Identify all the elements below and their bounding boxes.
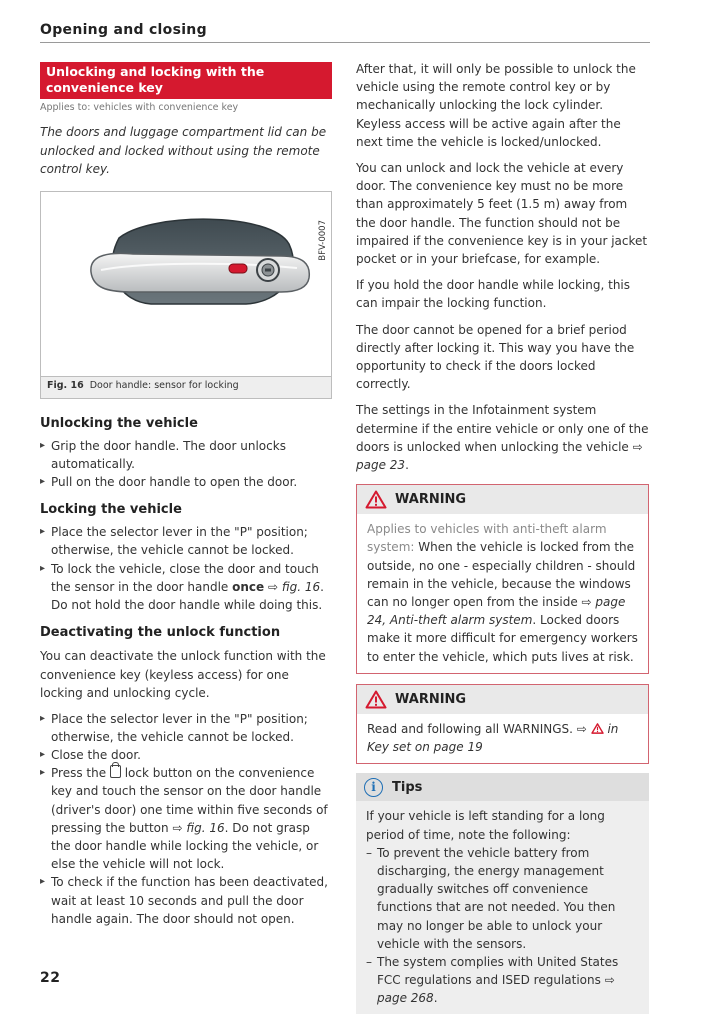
heading-locking: Locking the vehicle [40, 502, 182, 518]
figure-door-handle [40, 191, 332, 377]
deactivate-step-3-text-end: . Do not grasp the door handle while locking the vehicle, or else the vehicle will not lock. [51, 820, 319, 872]
heading-unlocking: Unlocking the vehicle [40, 415, 198, 431]
warning-label-2: WARNING [395, 691, 467, 707]
intro-text: The doors and luggage compartment lid can be unlocked and locked without using the remote control key. [40, 125, 327, 176]
title-rule [40, 42, 650, 43]
warning-text-1-end: . Locked doors make it more difficult for emergency workers to enter the vehicle, which puts lives at risk. [367, 613, 638, 664]
warning-body-2 [357, 714, 648, 763]
section-banner: Unlocking and locking with the convenience key [40, 62, 332, 99]
warning-text-1: When the vehicle is locked from the outside, no one - especially children - should remain in the vehicle, because the windows can no longer open from the inside [367, 540, 636, 610]
warning-header-2 [357, 685, 648, 714]
lock-step-2-bold: once [232, 579, 265, 594]
paragraph-4: The door cannot be opened for a brief period directly after locking it. This way you have the opportunity to check if the doors locked correctly. [356, 322, 635, 392]
warning-triangle-small-icon [591, 723, 604, 734]
lock-step-2-text: To lock the vehicle, close the door and touch the sensor in the door handle [51, 561, 319, 594]
warning-applies: Applies to vehicles with anti-theft alarm system: [367, 522, 607, 555]
lock-step-1: ▸ Place the selector lever in the "P" position; otherwise, the vehicle cannot be locked. [40, 523, 332, 559]
warning-triangle-icon [365, 490, 387, 509]
deactivate-intro: You can deactivate the unlock function with the convenience key (keyless access) for one locking and unlocking cycle. [40, 649, 326, 701]
tips-intro: If your vehicle is left standing for a long period of time, note the following: [366, 809, 605, 842]
tips-box [356, 773, 649, 1013]
tips-item-1: – To prevent the vehicle battery from discharging, the energy management gradually switches off convenience functions that are not needed. You then may no longer be able to unlock your vehicle with the sensors. [366, 844, 639, 953]
page-268-link[interactable]: ⇨ page 268 [377, 973, 615, 1006]
left-column [40, 62, 332, 928]
caption-label: Fig. 16 [47, 379, 84, 391]
paragraph-1: After that, it will only be possible to unlock the vehicle using the remote control key or by mechanically unlocking the lock cylinder. Keyless access will be active again after the next time the vehicle is locked/unlocked. [356, 62, 636, 149]
paragraph-5-end: . [405, 458, 409, 473]
figure-caption [40, 377, 332, 399]
warning-box-2 [356, 684, 649, 764]
warning-header-1 [357, 485, 648, 514]
deactivate-step-3-text: Press the [51, 766, 110, 781]
applies-to: Applies to: vehicles with convenience key [40, 102, 239, 113]
page-19-link[interactable]: in Key set on page 19 [367, 721, 619, 755]
lock-button-icon [110, 765, 121, 778]
page-23-link[interactable]: ⇨ page 23 [356, 439, 643, 473]
tips-label: Tips [392, 779, 423, 795]
warning-text-2: Read and following all WARNINGS. ⇨ [367, 721, 591, 736]
unlock-step-1: ▸ Grip the door handle. The door unlocks automatically. [40, 437, 332, 473]
right-column [356, 60, 649, 1014]
tips-header [356, 773, 649, 801]
caption-text: Door handle: sensor for locking [89, 379, 239, 391]
warning-triangle-icon [365, 690, 387, 709]
warning-label-1: WARNING [395, 492, 467, 508]
fig-16-link-2[interactable]: ⇨ fig. 16 [172, 820, 225, 835]
paragraph-5 [356, 401, 649, 474]
tips-item-2-text: The system complies with United States FCC regulations and ISED regulations [377, 954, 619, 988]
fig-16-link[interactable]: ⇨ fig. 16 [268, 579, 321, 594]
figure-code: BFV-0007 [318, 219, 328, 261]
page-number: 22 [40, 970, 61, 986]
warning-box-1 [356, 484, 649, 674]
lock-step-2-text-end: . Do not hold the door handle while doing this. [51, 579, 324, 612]
deactivate-step-3-text-mid: lock button on the convenience key and touch the sensor on the door handle (driver's door) one time within five seconds of pressing the button [51, 766, 328, 835]
heading-deactivating: Deactivating the unlock function [40, 625, 281, 641]
page-section-title: Opening and closing [40, 22, 207, 38]
deactivate-step-1: ▸ Place the selector lever in the "P" position; otherwise, the vehicle cannot be locked. [40, 710, 332, 746]
deactivate-step-3 [40, 764, 332, 873]
warning-body-1 [357, 514, 648, 673]
deactivate-step-4: ▸ To check if the function has been deactivated, wait at least 10 seconds and pull the door handle again. The door should not open. [40, 873, 332, 928]
deactivate-step-2: ▸ Close the door. [40, 746, 332, 764]
unlock-step-2: ▸ Pull on the door handle to open the door. [40, 473, 332, 491]
info-icon: i [364, 778, 383, 797]
door-handle-illustration [41, 192, 331, 376]
paragraph-3: If you hold the door handle while locking, this can impair the locking function. [356, 278, 631, 311]
page-24-link[interactable]: ⇨ page 24, Anti-theft alarm system [367, 595, 626, 628]
tips-item-2 [366, 953, 639, 1008]
lock-step-2 [40, 560, 332, 615]
tips-item-2-end: . [433, 991, 438, 1006]
paragraph-2: You can unlock and lock the vehicle at every door. The convenience key must no be more than approximately 5 feet (1.5 m) away from the door handle. The function should not be impaired if the convenience key is in your jacket pocket or in your briefcase, for example. [356, 161, 648, 267]
tips-body [356, 801, 649, 1013]
paragraph-5-text: The settings in the Infotainment system determine if the entire vehicle or only one of the doors is unlocked when unlocking the vehicle [356, 403, 649, 454]
